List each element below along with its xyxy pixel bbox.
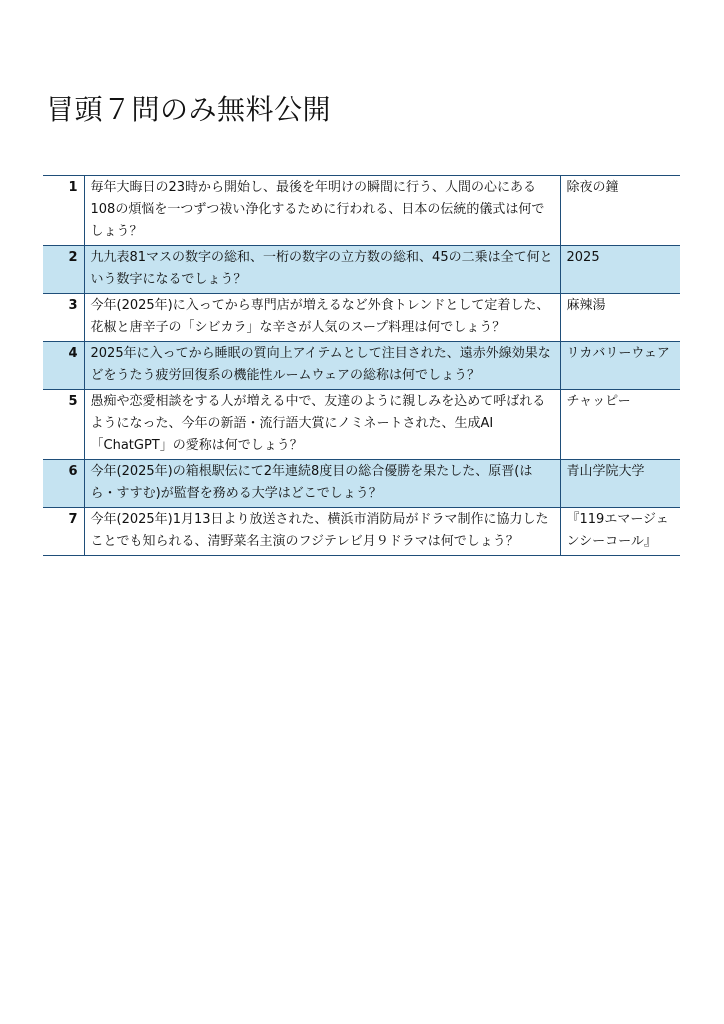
answer-text: 麻辣湯	[560, 294, 680, 342]
table-row	[43, 176, 680, 246]
question-text: 九九表81マスの数字の総和、一桁の数字の立方数の総和、45の二乗は全て何という数字になるでしょう？	[84, 246, 560, 294]
table-row	[43, 460, 680, 508]
answer-text: リカバリーウェア	[560, 342, 680, 390]
table-row	[43, 390, 680, 460]
answer-text: 青山学院大学	[560, 460, 680, 508]
table-row	[43, 246, 680, 294]
question-number: 3	[43, 294, 84, 342]
question-number: 6	[43, 460, 84, 508]
question-text: 2025年に入ってから睡眠の質向上アイテムとして注目された、遠赤外線効果などをうたう疲労回復系の機能性ルームウェアの総称は何でしょう？	[84, 342, 560, 390]
answer-text: 除夜の鐘	[560, 176, 680, 246]
question-text: 今年(2025年)の箱根駅伝にて2年連続8度目の総合優勝を果たした、原晋(はら・すすむ)が監督を務める大学はどこでしょう？	[84, 460, 560, 508]
question-text: 愚痴や恋愛相談をする人が増える中で、友達のように親しみを込めて呼ばれるようになった、今年の新語・流行語大賞にノミネートされた、生成AI「ChatGPT」の愛称は何でしょう？	[84, 390, 560, 460]
question-text: 今年(2025年)に入ってから専門店が増えるなど外食トレンドとして定着した、花椒と唐辛子の「シビカラ」な辛さが人気のスープ料理は何でしょう？	[84, 294, 560, 342]
question-number: 1	[43, 176, 84, 246]
answer-text: チャッピー	[560, 390, 680, 460]
question-number: 2	[43, 246, 84, 294]
table-row	[43, 342, 680, 390]
question-text: 毎年大晦日の23時から開始し、最後を年明けの瞬間に行う、人間の心にある108の煩悩を一つずつ祓い浄化するために行われる、日本の伝統的儀式は何でしょう？	[84, 176, 560, 246]
answer-text: 2025	[560, 246, 680, 294]
table-row	[43, 294, 680, 342]
answer-text: 『119エマージェンシーコール』	[560, 508, 680, 556]
table-row	[43, 508, 680, 556]
page-title: 冒頭７問のみ無料公開	[46, 93, 332, 126]
question-number: 4	[43, 342, 84, 390]
quiz-table	[43, 175, 680, 556]
question-number: 7	[43, 508, 84, 556]
question-text: 今年(2025年)1月13日より放送された、横浜市消防局がドラマ制作に協力したことでも知られる、清野菜名主演のフジテレビ月９ドラマは何でしょう？	[84, 508, 560, 556]
question-number: 5	[43, 390, 84, 460]
